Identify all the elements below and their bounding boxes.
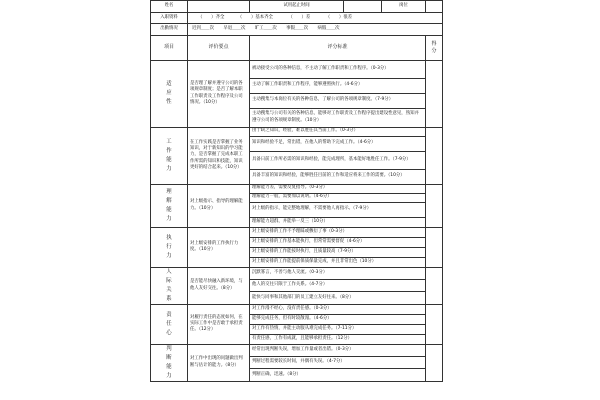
- criterion: 主动搜集与本岗位有关的各种信息，了解公司的各项规章制度。（7-9分）: [250, 93, 426, 108]
- column-criteria: 评分标准: [250, 35, 426, 60]
- section-name: 理 解 能 力: [151, 184, 188, 227]
- criterion: 他人的交往只限于工作关系。（4-7分）: [250, 279, 426, 291]
- section-row: [151, 267, 443, 279]
- criterion: 具备日前工作所必需的知识和经验，能完成理所，基本能好地胜任工作。（7-9分）: [250, 151, 426, 169]
- attendance-items: [188, 24, 443, 36]
- criterion: 对上级安排的工作不予理睬或敷衍了事（0-3分）: [250, 227, 426, 237]
- evaluation-form: [150, 0, 442, 400]
- score-field[interactable]: [426, 60, 443, 127]
- criterion: 能快与同事和其他部门的员工建立友好往来。（8分）: [250, 292, 426, 304]
- attendance-label: 出勤情况: [151, 24, 188, 36]
- attendance-early-leave[interactable]: 早退＿＿次: [223, 26, 246, 32]
- criterion: 理解能力超群，并能举一反三（10分）: [250, 217, 426, 227]
- criterion: 能够完成任务，但有时较散漫。（4-6分）: [250, 314, 426, 324]
- criterion: 经常出现判断失误，增加工作量或者出错。（0-3分）: [250, 344, 426, 356]
- criterion: 有责任感，工作有成就，且能够承担责任。（12分）: [250, 334, 426, 344]
- section-name: 适 应 性: [151, 60, 188, 127]
- section-name: 执 行 力: [151, 227, 188, 267]
- header-row-name: [151, 1, 443, 13]
- section-key-points: 对上级安排的工作执行力度。（10分）: [188, 227, 250, 267]
- score-field[interactable]: [426, 184, 443, 227]
- trial-start-label: 试用起止时间: [250, 1, 344, 13]
- section-row: [151, 127, 443, 136]
- form-table: [150, 0, 443, 382]
- criterion: 理解能力差，需要反复指导。（0-3分）: [250, 184, 426, 193]
- attendance-absent[interactable]: 旷工＿＿次: [254, 26, 277, 32]
- name-field[interactable]: [188, 1, 250, 13]
- criterion: 判断正确，迅速。（8分）: [250, 369, 426, 381]
- section-key-points: 对工作中出现的问题做出判断与估计的能力。（8分）: [188, 344, 250, 381]
- header-row-entry-docs: [151, 12, 443, 24]
- criterion: 知识和经验不足，常出错，在他人的帮助下完成工作。（4-6分）: [250, 136, 426, 151]
- entry-docs-option-very-poor[interactable]: （ ）很差: [325, 14, 353, 20]
- section-row: [151, 227, 443, 237]
- criterion: 具备丰富的知识和经验，能够胜任目前的工作和适应将来工作的需要。（10分）: [250, 169, 426, 184]
- criterion: 判断过程需要较长时间，并偶有失误。（4-7分）: [250, 356, 426, 368]
- criterion: 对工作有热情，并能主动服从难完成任务。（7-11分）: [250, 324, 426, 334]
- section-row: [151, 60, 443, 78]
- position-label: 岗位: [382, 1, 426, 13]
- name-label: 姓名: [151, 1, 188, 13]
- criterion: 由于缺乏知识，经验，难以胜任其当前工作。（0-3分）: [250, 127, 426, 136]
- section-key-points: 对上级指示、指导的理解能力。（10分）: [188, 184, 250, 227]
- score-field[interactable]: [426, 304, 443, 344]
- position-field[interactable]: [426, 1, 443, 13]
- attendance-personal-leave[interactable]: 事假＿＿次: [286, 26, 309, 32]
- section-key-points: 对履行责任的态度如何，在实际工作中是否敢于承担责任。（12分）: [188, 304, 250, 344]
- column-key-points: 评价要点: [188, 35, 250, 60]
- criterion: 沉默寡言，不善与他人交流。（0-3分）: [250, 267, 426, 279]
- entry-docs-option-mostly[interactable]: （ ）基本齐全: [237, 14, 273, 20]
- criterion: 被动接受公司的各种信息，不主动了解工作职责和工作程序。（0-3分）: [250, 60, 426, 78]
- section-name: 人 际 关 系: [151, 267, 188, 304]
- attendance-sick-leave[interactable]: 病假＿＿次: [317, 26, 340, 32]
- entry-docs-option-poor[interactable]: （ ）差: [288, 14, 311, 20]
- criterion: 对上级安排的工作基本能执行，但常常需要督促（4-6分）: [250, 237, 426, 247]
- criterion: 对上级安排的工作能提前保质保量完成，并且非常出色（10分）: [250, 257, 426, 267]
- section-name: 工 作 能 力: [151, 127, 188, 184]
- section-key-points: 在工作实践是否掌握了业务知识，对于新知识的学习能力，是否掌握了完成本职工作所需的知识和技能，知识更好的结合起来。（10分）: [188, 127, 250, 184]
- score-field[interactable]: [426, 127, 443, 184]
- attendance-late[interactable]: 迟到＿＿次: [192, 26, 214, 32]
- criterion: 对上级安排的工作能按时执行，且质量较高（7-9分）: [250, 247, 426, 257]
- column-score: 得分: [426, 35, 443, 60]
- section-row: [151, 184, 443, 193]
- criterion: 对工作漫不经心，没有责任感。（0-3分）: [250, 304, 426, 314]
- score-field[interactable]: [426, 227, 443, 267]
- section-key-points: 是否能尽快融入新环境，与他人友好交往。（8分）: [188, 267, 250, 304]
- entry-docs-label: 入职资料: [151, 12, 188, 24]
- entry-docs-option-complete[interactable]: （ ）齐全: [198, 14, 225, 20]
- section-name: 责 任 心: [151, 304, 188, 344]
- entry-docs-options: [188, 12, 443, 24]
- criterion: 理解能力一般，需要加以说明。（4-6分）: [250, 193, 426, 202]
- trial-start-field[interactable]: [344, 1, 382, 13]
- header-row-attendance: [151, 24, 443, 36]
- section-name: 判 断 能 力: [151, 344, 188, 381]
- criterion: 主动搜集与公司有关的各种信息，能够对工作职责及工作程序提出建设性意见，熟知并遵守公司的各项规章制度。（10分）: [250, 108, 426, 127]
- section-row: [151, 344, 443, 356]
- criterion: 对上级的指示，能完整地理解，不需要他人再指示。（7-9分）: [250, 202, 426, 217]
- section-row: [151, 304, 443, 314]
- column-item: 项目: [151, 35, 188, 60]
- score-field[interactable]: [426, 344, 443, 381]
- section-key-points: 是否理了解并遵守公司的各项规章制度；是否了解本职工作职责及工作程序及公司情况。（10分）: [188, 60, 250, 127]
- score-field[interactable]: [426, 267, 443, 304]
- criterion: 主动了解工作职责和工作程序，能够遵照执行。（4-6分）: [250, 78, 426, 93]
- column-header-row: [151, 35, 443, 60]
